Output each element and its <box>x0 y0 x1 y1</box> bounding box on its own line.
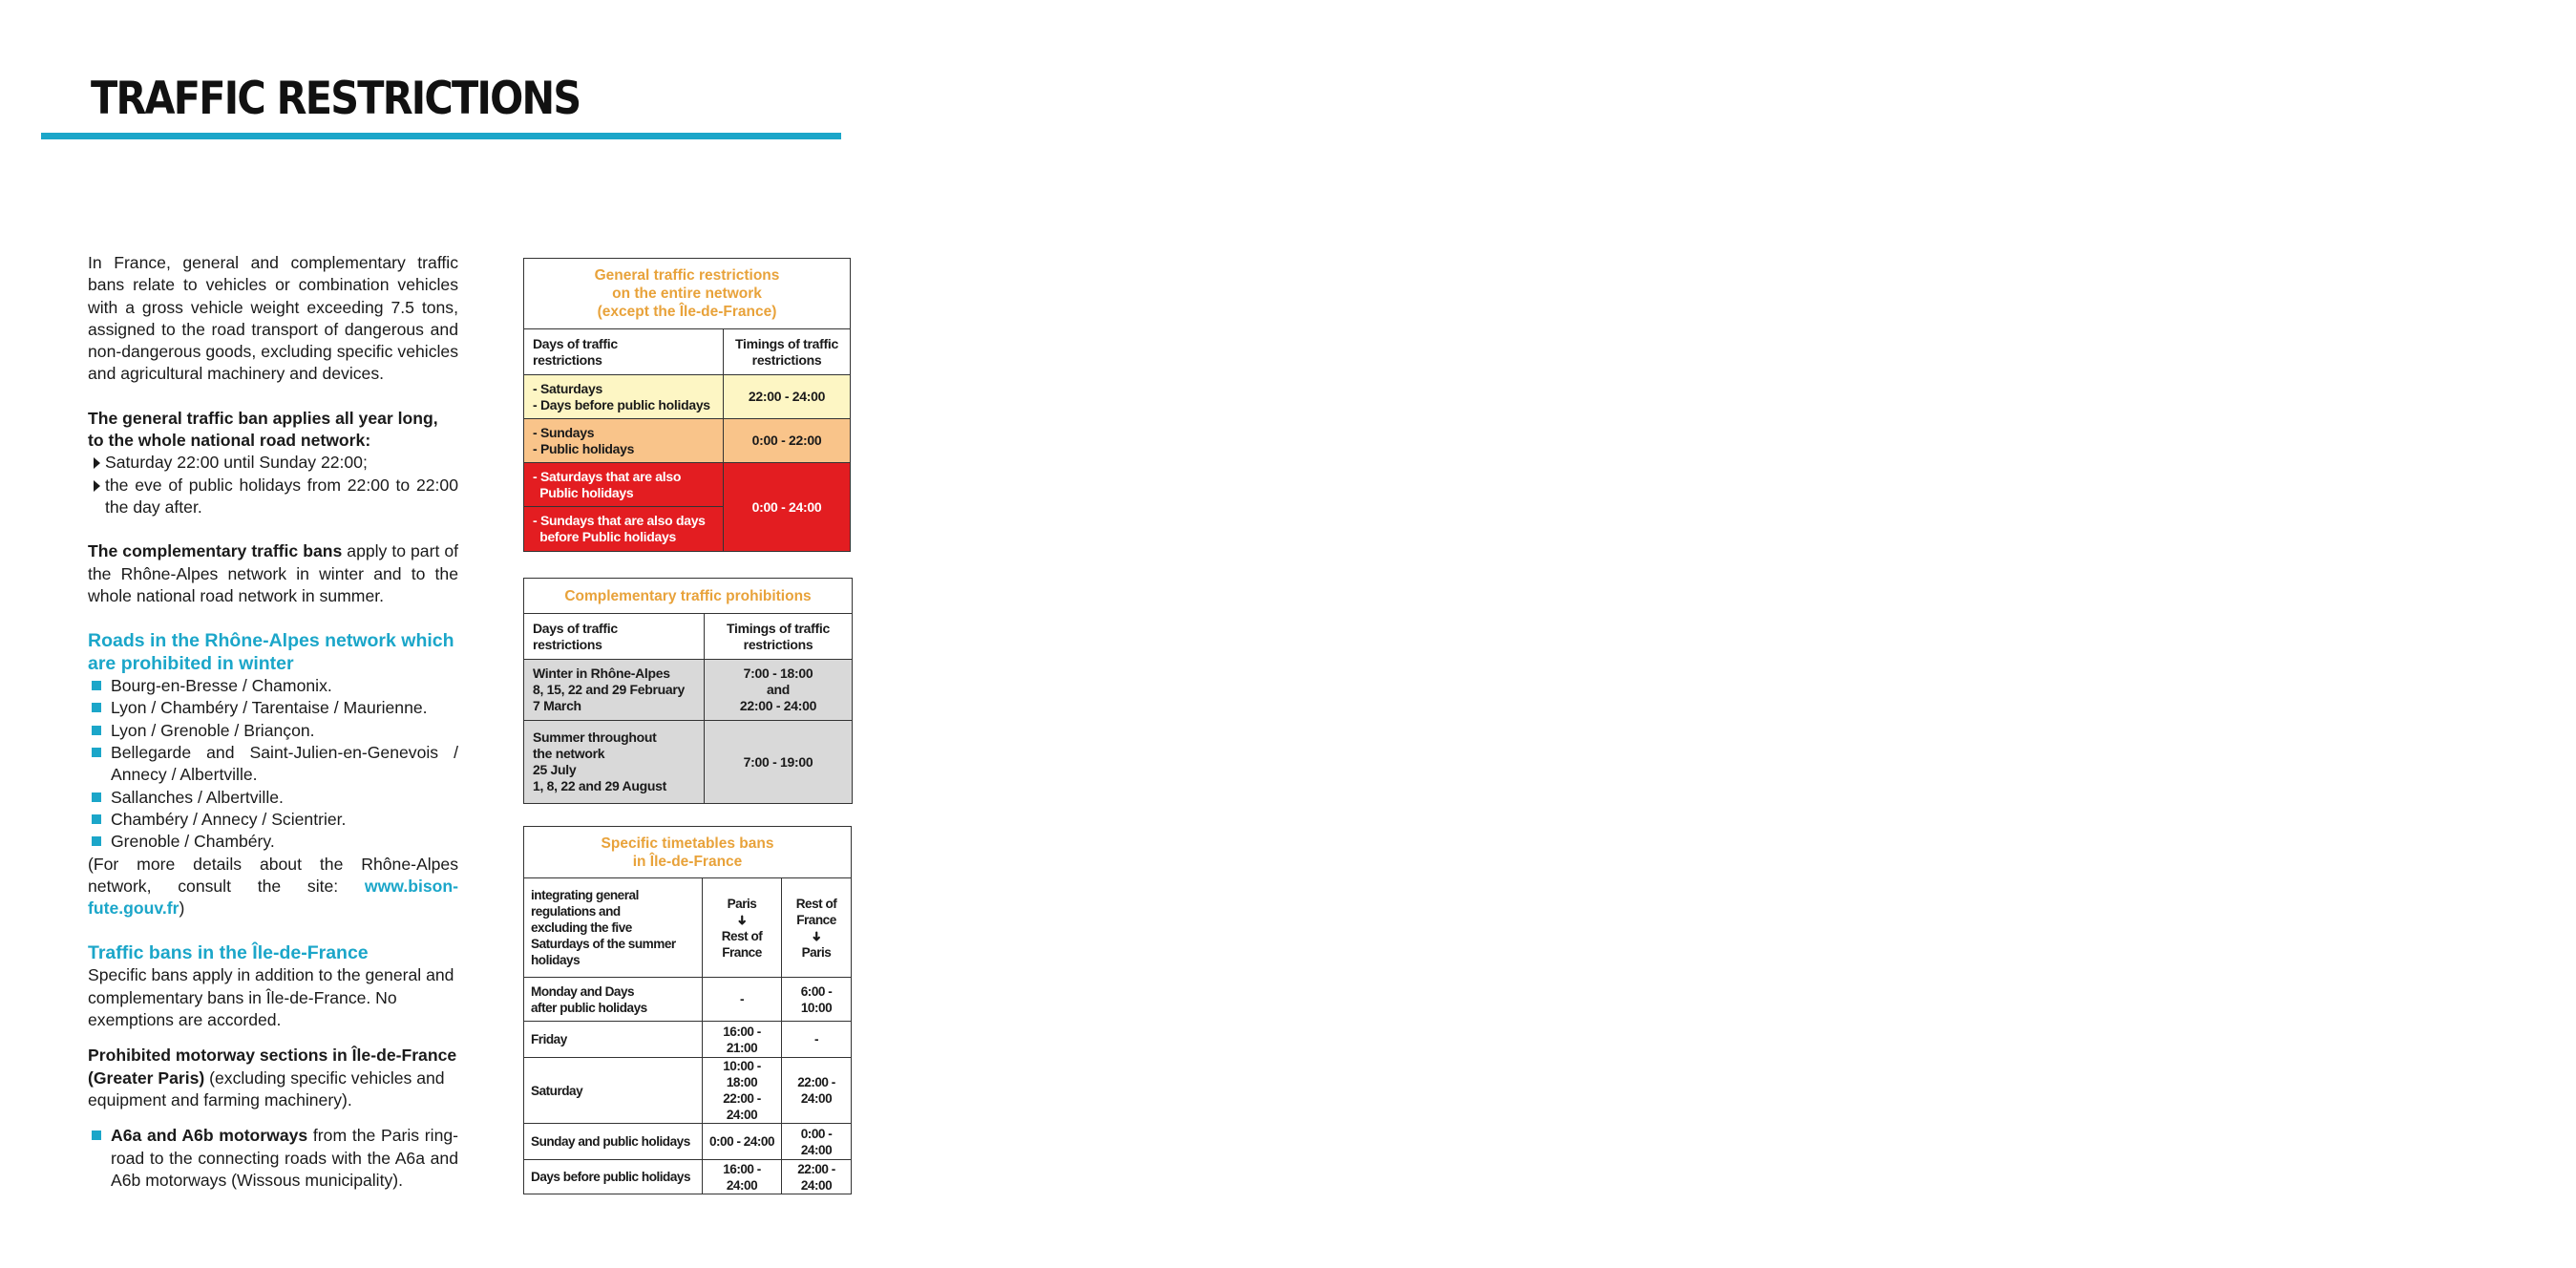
column-header: Rest of France ➜ Paris <box>782 878 852 978</box>
column-header: Paris ➜ Rest of France <box>703 878 782 978</box>
list-item: Lyon / Chambéry / Tarentaise / Maurienne. <box>88 697 458 719</box>
table-row: - Saturdays - Days before public holidays 22:00 - 24:00 <box>524 375 851 419</box>
list-item: Grenoble / Chambéry. <box>88 831 458 853</box>
list-item: Lyon / Grenoble / Briançon. <box>88 720 458 742</box>
table-title: Complementary traffic prohibitions <box>524 579 853 614</box>
bullet-square-icon <box>92 703 101 712</box>
idf-specific-bans-table <box>523 826 852 1194</box>
bullet-square-icon <box>92 748 101 757</box>
list-item: Sallanches / Albertville. <box>88 787 458 809</box>
column-header: Timings of traffic restrictions <box>705 614 853 660</box>
table-row: Summer throughout the network 25 July 1, 8, 22 and 29 August 7:00 - 19:00 <box>524 721 853 804</box>
bullet-square-icon <box>92 814 101 824</box>
list-item: A6a and A6b motorways from the Paris ring-road to the connecting roads with the A6a and A6b motorways (Wissous municipality). <box>88 1125 458 1192</box>
page-title: TRAFFIC RESTRICTIONS <box>91 73 581 125</box>
intro-paragraph: In France, general and complementary traffic bans relate to vehicles or combination vehicles with a gross vehicle weight exceeding 7.5 tons, assigned to the road transport of dangerous and non-dangerous goods, excluding specific vehicles and agricultural machinery and devices. <box>88 253 458 384</box>
arrow-down-icon: ➜ <box>809 930 824 941</box>
idf-heading: Traffic bans in the Île-de-France <box>88 942 369 964</box>
table-row: Winter in Rhône-Alpes 8, 15, 22 and 29 February 7 March 7:00 - 18:00 and 22:00 - 24:00 <box>524 660 853 721</box>
general-ban-list <box>88 452 458 518</box>
bullet-square-icon <box>92 681 101 690</box>
table-title: Specific timetables bans in Île-de-France <box>524 827 852 878</box>
list-item: Bellegarde and Saint-Julien-en-Genevois / Annecy / Albertville. <box>88 742 458 787</box>
arrow-down-icon: ➜ <box>734 914 750 925</box>
table-row: Sunday and public holidays 0:00 - 24:00 0:00 - 24:00 <box>524 1124 852 1160</box>
bullet-square-icon <box>92 836 101 846</box>
list-item: Bourg-en-Bresse / Chamonix. <box>88 675 458 697</box>
list-item: Chambéry / Annecy / Scientrier. <box>88 809 458 831</box>
column-header: Days of traffic restrictions <box>524 329 724 375</box>
table-row: Friday 16:00 - 21:00 - <box>524 1022 852 1058</box>
idf-motorway-list <box>88 1125 458 1192</box>
table-row: - Sundays - Public holidays 0:00 - 22:00 <box>524 419 851 463</box>
left-column <box>88 252 458 1192</box>
complementary-prohibitions-table <box>523 578 853 804</box>
title-underline <box>41 133 841 139</box>
table-row: Saturday 10:00 - 18:00 22:00 - 24:00 22:00 - 24:00 <box>524 1058 852 1124</box>
list-item: the eve of public holidays from 22:00 to 22:00 the day after. <box>88 475 458 519</box>
bullet-square-icon <box>92 726 101 735</box>
table-row: - Sundays that are also days before Public holidays <box>524 507 851 552</box>
bullet-square-icon <box>92 1131 101 1140</box>
table-title: General traffic restrictions on the entire network (except the Île-de-France) <box>524 259 851 329</box>
general-restrictions-table <box>523 258 851 552</box>
bullet-arrow-icon <box>94 457 100 469</box>
bullet-square-icon <box>92 792 101 802</box>
table-row: Days before public holidays 16:00 - 24:00 22:00 - 24:00 <box>524 1160 852 1194</box>
list-item: Saturday 22:00 until Sunday 22:00; <box>88 452 458 474</box>
complementary-paragraph: The complementary traffic bans apply to part of the Rhône-Alpes network in winter and to the whole national road network in summer. <box>88 541 459 605</box>
table-row: - Saturdays that are also Public holidays 0:00 - 24:00 <box>524 463 851 507</box>
table-row: Monday and Days after public holidays - 6:00 - 10:00 <box>524 978 852 1022</box>
column-header: integrating general regulations and excluding the five Saturdays of the summer holidays <box>524 878 703 978</box>
bison-fute-link[interactable]: www.bison-fute.gouv.fr <box>88 876 458 919</box>
bullet-arrow-icon <box>94 480 100 492</box>
rhone-alpes-note: (For more details about the Rhône-Alpes network, consult the site: www.bison-fute.gouv.fr) <box>88 854 458 919</box>
column-header: Timings of traffic restrictions <box>724 329 851 375</box>
rhone-alpes-list <box>88 675 458 853</box>
general-ban-heading: The general traffic ban applies all year long, to the whole national road network: <box>88 408 438 451</box>
rhone-alpes-heading: Roads in the Rhône-Alpes network which are prohibited in winter <box>88 630 454 675</box>
idf-paragraph: Specific bans apply in addition to the general and complementary bans in Île-de-France. No exemptions are accorded. <box>88 965 454 1030</box>
idf-prohibited-paragraph: Prohibited motorway sections in Île-de-France (Greater Paris) (excluding specific vehicles and equipment and farming machinery). <box>88 1046 457 1110</box>
column-header: Days of traffic restrictions <box>524 614 705 660</box>
